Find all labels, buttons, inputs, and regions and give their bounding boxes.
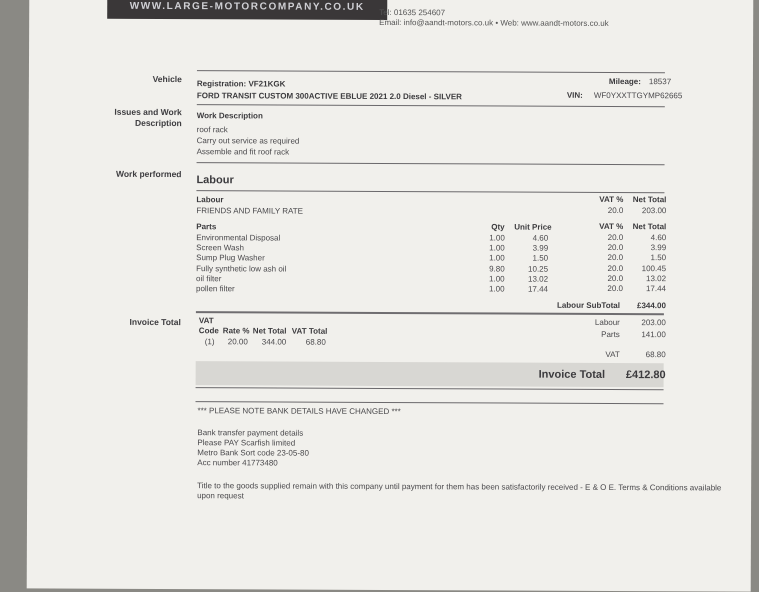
divider — [196, 311, 664, 315]
company-logo — [107, 0, 387, 20]
part-name: Fully synthetic low ash oil — [196, 263, 287, 274]
part-net: 17.44 — [645, 284, 667, 294]
parts-qty-column — [489, 233, 505, 294]
part-unit-price: 13.02 — [527, 274, 549, 284]
parts-net-header: Net Total — [632, 222, 667, 232]
part-qty: 1.00 — [489, 233, 505, 243]
vat-header-vat: VAT Total — [291, 326, 328, 336]
summary-parts-label: Parts — [601, 329, 620, 340]
mileage-value: 18537 — [648, 77, 672, 87]
vat-header-rate: Rate % — [222, 326, 250, 336]
parts-names-column — [196, 233, 287, 295]
vehicle-registration: Registration: VF21KGK — [196, 79, 286, 89]
qty-header: Qty — [491, 222, 505, 232]
divider — [197, 70, 665, 73]
labour-item: FRIENDS AND FAMILY RATE — [196, 206, 304, 216]
labour-vat-header: VAT % — [599, 194, 624, 205]
divider — [196, 401, 664, 404]
invoice-paper — [27, 0, 754, 592]
part-vat: 20.0 — [607, 273, 624, 283]
labour-subheading: Labour — [196, 195, 224, 205]
bank-detail-line: Please PAY Scarfish limited — [197, 438, 296, 448]
labour-vat: 20.0 — [607, 205, 624, 216]
terms-line: Title to the goods supplied remain with this company until payment for them has been satisfactorily received - E & O E. Terms & Conditions available — [197, 481, 722, 493]
subtotal-value: £344.00 — [636, 301, 666, 311]
vat-header-code: Code — [198, 326, 219, 336]
part-vat: 20.0 — [607, 263, 624, 273]
issues-label: Issues and Work Description — [114, 106, 182, 129]
vat-row-vat: 68.80 — [305, 337, 326, 347]
part-qty: 1.00 — [488, 284, 505, 294]
bank-detail-line: Metro Bank Sort code 23-05-80 — [197, 448, 309, 458]
vehicle-model: FORD TRANSIT CUSTOM 300ACTIVE EBLUE 2021 2.0 Diesel - SILVER — [196, 91, 462, 102]
terms-line: upon request — [197, 491, 244, 501]
parts-vat-header: VAT % — [599, 221, 624, 232]
part-name: Environmental Disposal — [196, 233, 281, 243]
part-qty: 9.80 — [489, 264, 505, 274]
vin-label: VIN: — [566, 90, 583, 100]
invoice-total-value: £412.80 — [625, 369, 666, 382]
vat-row-rate: 20.00 — [227, 337, 248, 347]
vat-table-title: VAT — [198, 316, 214, 326]
vat-row-net: 344.00 — [261, 337, 287, 347]
divider — [197, 104, 665, 107]
part-qty: 1.00 — [489, 243, 505, 253]
part-vat: 20.0 — [607, 283, 624, 294]
part-qty: 1.00 — [489, 253, 505, 263]
work-description-line: Carry out service as required — [196, 136, 300, 146]
vat-row-code: (1) — [204, 337, 215, 347]
part-vat: 20.0 — [607, 243, 624, 253]
summary-vat-label: VAT — [605, 349, 620, 360]
part-net: 13.02 — [646, 273, 667, 284]
parts-net-column — [626, 233, 666, 294]
bank-detail-line: Bank transfer payment details — [197, 428, 304, 438]
terms — [197, 481, 721, 503]
part-unit-price: 17.44 — [527, 284, 549, 294]
labour-title: Labour — [196, 174, 234, 187]
part-vat: 20.0 — [607, 232, 624, 243]
invoice-total-label: Invoice Total — [538, 368, 606, 381]
part-name: oil filter — [196, 273, 222, 284]
contact-tel: Tel: 01635 254607 — [379, 7, 446, 18]
contact-email-web: Email: info@aandt-motors.co.uk • Web: www.aandt-motors.co.uk — [379, 17, 609, 28]
vehicle-label: Vehicle — [152, 73, 182, 85]
part-net: 4.60 — [650, 233, 667, 243]
summary-parts-value: 141.00 — [641, 330, 666, 340]
unit-price-header: Unit Price — [514, 222, 552, 232]
part-unit-price: 10.25 — [528, 264, 549, 274]
part-unit-price: 4.60 — [532, 233, 549, 243]
divider — [196, 190, 664, 193]
part-name: pollen filter — [195, 284, 235, 294]
part-net: 1.50 — [650, 253, 667, 263]
divider — [196, 387, 664, 390]
part-net: 100.45 — [641, 263, 667, 273]
part-unit-price: 3.99 — [532, 243, 549, 253]
subtotal-label: Labour SubTotal — [556, 300, 620, 311]
work-description-line: roof rack — [196, 125, 228, 135]
summary-labour-label: Labour — [594, 317, 620, 328]
vat-header-net: Net Total — [252, 326, 287, 336]
part-net: 3.99 — [650, 243, 667, 253]
parts-unit-column — [508, 234, 548, 295]
work-description-heading: Work Description — [196, 111, 263, 121]
part-name: Sump Plug Washer — [196, 253, 265, 263]
bank-change-notice: *** PLEASE NOTE BANK DETAILS HAVE CHANGED *** — [197, 406, 401, 417]
invoice-total-section-label: Invoice Total — [129, 316, 181, 328]
vin-value: WF0YXXTTGYMP62665 — [593, 90, 683, 101]
mileage-label: Mileage: — [608, 76, 641, 87]
summary-labour-value: 203.00 — [641, 318, 666, 328]
part-name: Screen Wash — [196, 243, 244, 253]
parts-vat-column — [583, 233, 623, 294]
summary-vat-value: 68.80 — [645, 350, 666, 360]
part-vat: 20.0 — [607, 253, 624, 263]
bank-details — [197, 428, 309, 468]
labour-net: 203.00 — [641, 206, 667, 216]
logo-url: WWW.LARGE-MOTORCOMPANY.CO.UK — [129, 0, 365, 13]
labour-net-header: Net Total — [632, 195, 667, 205]
work-description-line: Assemble and fit roof rack — [196, 147, 290, 157]
bank-detail-line: Acc number 41773480 — [197, 458, 278, 468]
work-performed-label: Work performed — [115, 168, 182, 180]
part-qty: 1.00 — [489, 274, 505, 284]
parts-heading: Parts — [196, 222, 217, 232]
divider — [197, 162, 665, 165]
part-unit-price: 1.50 — [532, 254, 549, 264]
